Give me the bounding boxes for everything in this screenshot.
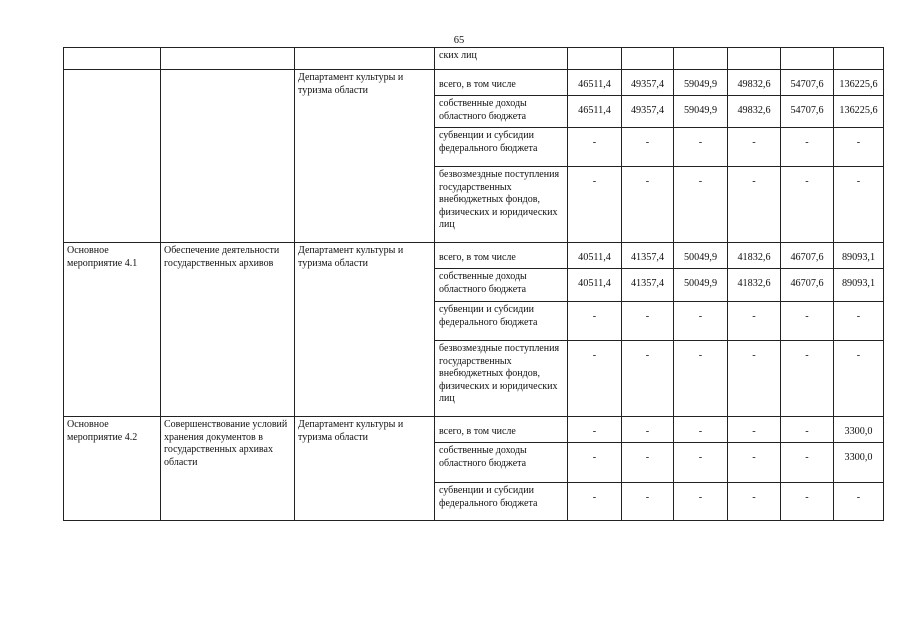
- value-cell: 49832,6: [728, 70, 781, 96]
- value-cell: -: [781, 341, 834, 417]
- value-cell: 59049,9: [674, 96, 728, 128]
- value-cell: 40511,4: [568, 269, 622, 302]
- source-cell: субвенции и субсидии федерального бюджета: [435, 128, 568, 167]
- value-cell: -: [781, 417, 834, 443]
- value-cell: [834, 48, 884, 70]
- value-cell: -: [568, 417, 622, 443]
- title-cell: Совершенствование условий хранения документов в государственных архивах области: [161, 417, 295, 521]
- value-cell: -: [834, 302, 884, 341]
- value-cell: -: [834, 483, 884, 521]
- source-cell: всего, в том числе: [435, 243, 568, 269]
- source-cell: всего, в том числе: [435, 70, 568, 96]
- source-cell: собственные доходы областного бюджета: [435, 269, 568, 302]
- value-cell: 3300,0: [834, 443, 884, 483]
- value-cell: 50049,9: [674, 269, 728, 302]
- value-cell: -: [568, 483, 622, 521]
- value-cell: -: [622, 128, 674, 167]
- value-cell: -: [568, 302, 622, 341]
- value-cell: -: [674, 341, 728, 417]
- source-cell: ских лиц: [435, 48, 568, 70]
- value-cell: 46707,6: [781, 243, 834, 269]
- value-cell: -: [674, 302, 728, 341]
- value-cell: [728, 48, 781, 70]
- value-cell: 40511,4: [568, 243, 622, 269]
- value-cell: [622, 48, 674, 70]
- value-cell: 49357,4: [622, 96, 674, 128]
- value-cell: -: [781, 483, 834, 521]
- value-cell: 41357,4: [622, 243, 674, 269]
- value-cell: -: [674, 128, 728, 167]
- value-cell: -: [674, 167, 728, 243]
- value-cell: -: [728, 341, 781, 417]
- source-cell: собственные доходы областного бюджета: [435, 96, 568, 128]
- value-cell: 136225,6: [834, 96, 884, 128]
- value-cell: -: [834, 341, 884, 417]
- title-cell: Обеспечение деятельности государственных архивов: [161, 243, 295, 417]
- page-number: 65: [453, 35, 465, 46]
- value-cell: -: [568, 128, 622, 167]
- source-cell: субвенции и субсидии федерального бюджета: [435, 483, 568, 521]
- value-cell: -: [728, 443, 781, 483]
- title-cell: [161, 70, 295, 243]
- value-cell: 59049,9: [674, 70, 728, 96]
- value-cell: [568, 48, 622, 70]
- executor-cell: Департамент культуры и туризма области: [295, 243, 435, 417]
- value-cell: 41832,6: [728, 269, 781, 302]
- source-cell: безвозмездные поступления государственных внебюджетных фондов, физических и юридических лиц: [435, 167, 568, 243]
- value-cell: -: [622, 341, 674, 417]
- table-row: [64, 417, 884, 443]
- value-cell: -: [622, 417, 674, 443]
- value-cell: -: [674, 483, 728, 521]
- value-cell: -: [834, 167, 884, 243]
- value-cell: -: [728, 128, 781, 167]
- event-cell: [64, 48, 161, 70]
- value-cell: -: [781, 302, 834, 341]
- value-cell: 49832,6: [728, 96, 781, 128]
- value-cell: 46707,6: [781, 269, 834, 302]
- table-row: [64, 243, 884, 269]
- value-cell: -: [568, 341, 622, 417]
- value-cell: -: [568, 443, 622, 483]
- executor-cell: Департамент культуры и туризма области: [295, 70, 435, 243]
- value-cell: -: [728, 302, 781, 341]
- value-cell: 41832,6: [728, 243, 781, 269]
- value-cell: 54707,6: [781, 70, 834, 96]
- funding-table: [63, 47, 884, 521]
- value-cell: -: [674, 443, 728, 483]
- source-cell: безвозмездные поступления государственных внебюджетных фондов, физических и юридических лиц: [435, 341, 568, 417]
- value-cell: 41357,4: [622, 269, 674, 302]
- value-cell: -: [781, 167, 834, 243]
- event-cell: Основное мероприятие 4.1: [64, 243, 161, 417]
- executor-cell: [295, 48, 435, 70]
- value-cell: 46511,4: [568, 70, 622, 96]
- title-cell: [161, 48, 295, 70]
- value-cell: -: [568, 167, 622, 243]
- value-cell: [781, 48, 834, 70]
- source-cell: собственные доходы областного бюджета: [435, 443, 568, 483]
- value-cell: -: [728, 167, 781, 243]
- value-cell: 3300,0: [834, 417, 884, 443]
- table-row: [64, 70, 884, 96]
- value-cell: -: [622, 302, 674, 341]
- value-cell: -: [622, 443, 674, 483]
- value-cell: -: [781, 443, 834, 483]
- value-cell: 54707,6: [781, 96, 834, 128]
- value-cell: 89093,1: [834, 269, 884, 302]
- value-cell: [674, 48, 728, 70]
- value-cell: -: [781, 128, 834, 167]
- value-cell: -: [728, 417, 781, 443]
- value-cell: 46511,4: [568, 96, 622, 128]
- value-cell: -: [622, 167, 674, 243]
- value-cell: -: [674, 417, 728, 443]
- value-cell: 49357,4: [622, 70, 674, 96]
- executor-cell: Департамент культуры и туризма области: [295, 417, 435, 521]
- value-cell: -: [834, 128, 884, 167]
- value-cell: -: [728, 483, 781, 521]
- value-cell: 136225,6: [834, 70, 884, 96]
- value-cell: 89093,1: [834, 243, 884, 269]
- value-cell: 50049,9: [674, 243, 728, 269]
- source-cell: субвенции и субсидии федерального бюджета: [435, 302, 568, 341]
- source-cell: всего, в том числе: [435, 417, 568, 443]
- value-cell: -: [622, 483, 674, 521]
- event-cell: [64, 70, 161, 243]
- table-row: [64, 48, 884, 70]
- event-cell: Основное мероприятие 4.2: [64, 417, 161, 521]
